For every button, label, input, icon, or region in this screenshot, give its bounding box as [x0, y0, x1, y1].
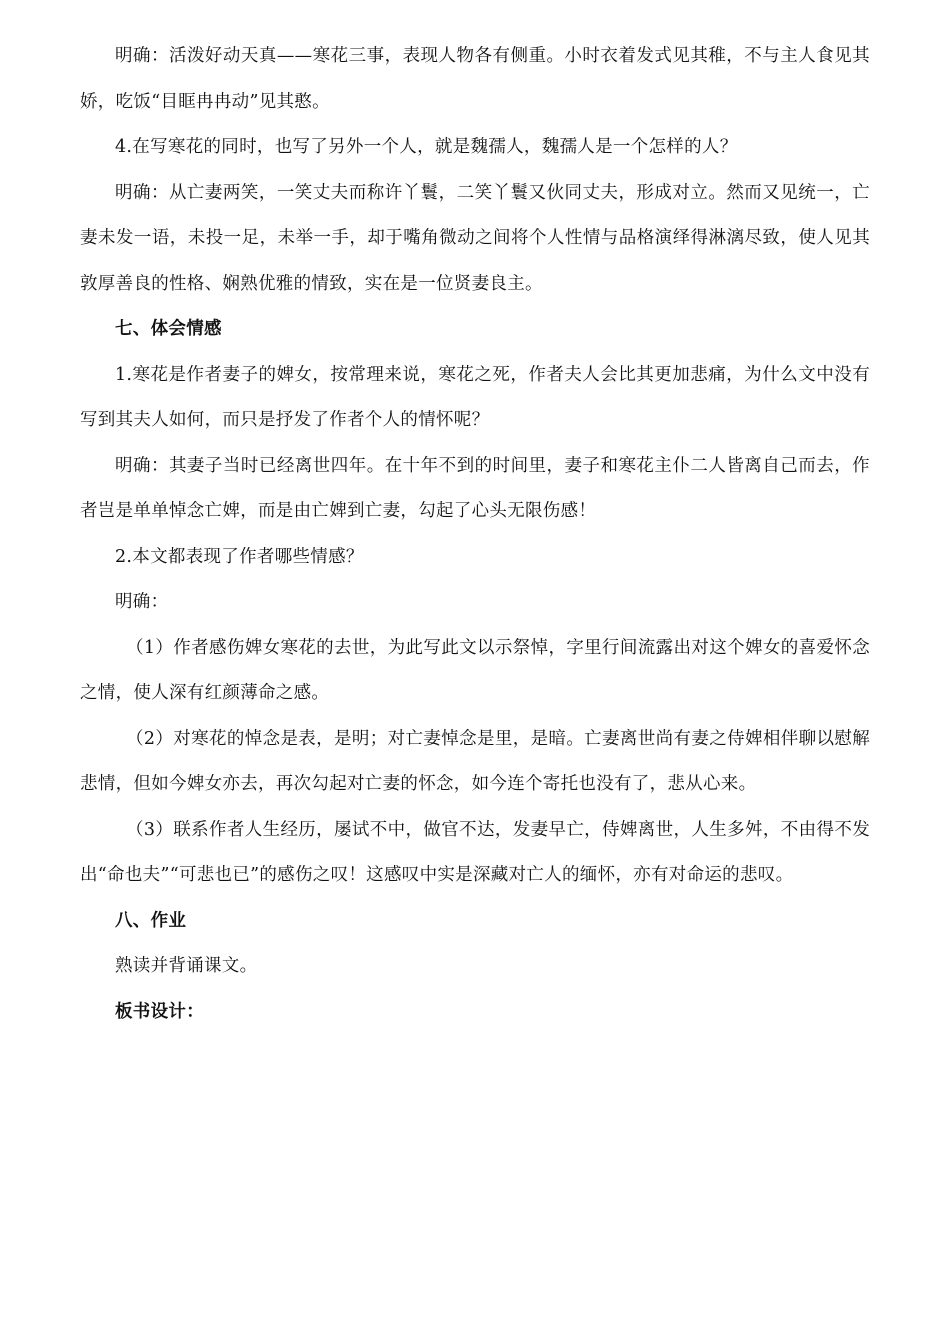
board-design-heading: 板书设计： [115, 1001, 204, 1022]
answer-paragraph-wei-ruren: 明确：从亡妻两笑，一笑丈夫而称许丫鬟，二笑丫鬟又伙同丈夫，形成对立。然而又见统一，亡妻未发一语，未投一足，未举一手，却于嘴角微动之间将个人性情与品格演绎得淋漓尽致，使人见其敦厚善良的性格、娴熟优雅的情致，实在是一位贤妻良主。 [80, 182, 870, 294]
answer-paragraph-wife-passed: 明确：其妻子当时已经离世四年。在十年不到的时间里，妻子和寒花主仆二人皆离自己而去，作者岂是单单悼念亡婢，而是由亡婢到亡妻，勾起了心头无限伤感！ [80, 455, 870, 521]
answer-paragraph-hanhua-traits: 明确：活泼好动天真——寒花三事，表现人物各有侧重。小时衣着发式见其稚，不与主人食见其娇，吃饭“目眶冉冉动”见其憨。 [80, 46, 870, 112]
section-heading-7: 七、体会情感 [115, 319, 222, 339]
section-heading-8: 八、作业 [115, 910, 187, 931]
question-1-paragraph: 1.寒花是作者妻子的婢女，按常理来说，寒花之死，作者夫人会比其更加悲痛，为什么文中没有写到其夫人如何，而只是抒发了作者个人的情怀呢？ [80, 364, 870, 430]
answer-label-paragraph: 明确： [115, 592, 169, 612]
question-4-paragraph: 4.在写寒花的同时，也写了另外一个人，就是魏孺人，魏孺人是一个怎样的人？ [115, 137, 738, 157]
answer-item-2: （2）对寒花的悼念是表，是明；对亡妻悼念是里，是暗。亡妻离世尚有妻之侍婢相伴聊以慰解悲情，但如今婢女亦去，再次勾起对亡妻的怀念，如今连个寄托也没有了，悲从心来。 [80, 728, 870, 794]
homework-paragraph: 熟读并背诵课文。 [115, 956, 258, 976]
answer-item-3: （3）联系作者人生经历，屡试不中，做官不达，发妻早亡，侍婢离世，人生多舛，不由得不发出“命也夫”“可悲也已”的感伤之叹！这感叹中实是深藏对亡人的缅怀，亦有对命运的悲叹。 [80, 819, 870, 885]
answer-item-1: （1）作者感伤婢女寒花的去世，为此写此文以示祭悼，字里行间流露出对这个婢女的喜爱怀念之情，使人深有红颜薄命之感。 [80, 637, 870, 703]
question-2-paragraph: 2.本文都表现了作者哪些情感？ [115, 546, 364, 567]
document-page [80, 34, 870, 1035]
